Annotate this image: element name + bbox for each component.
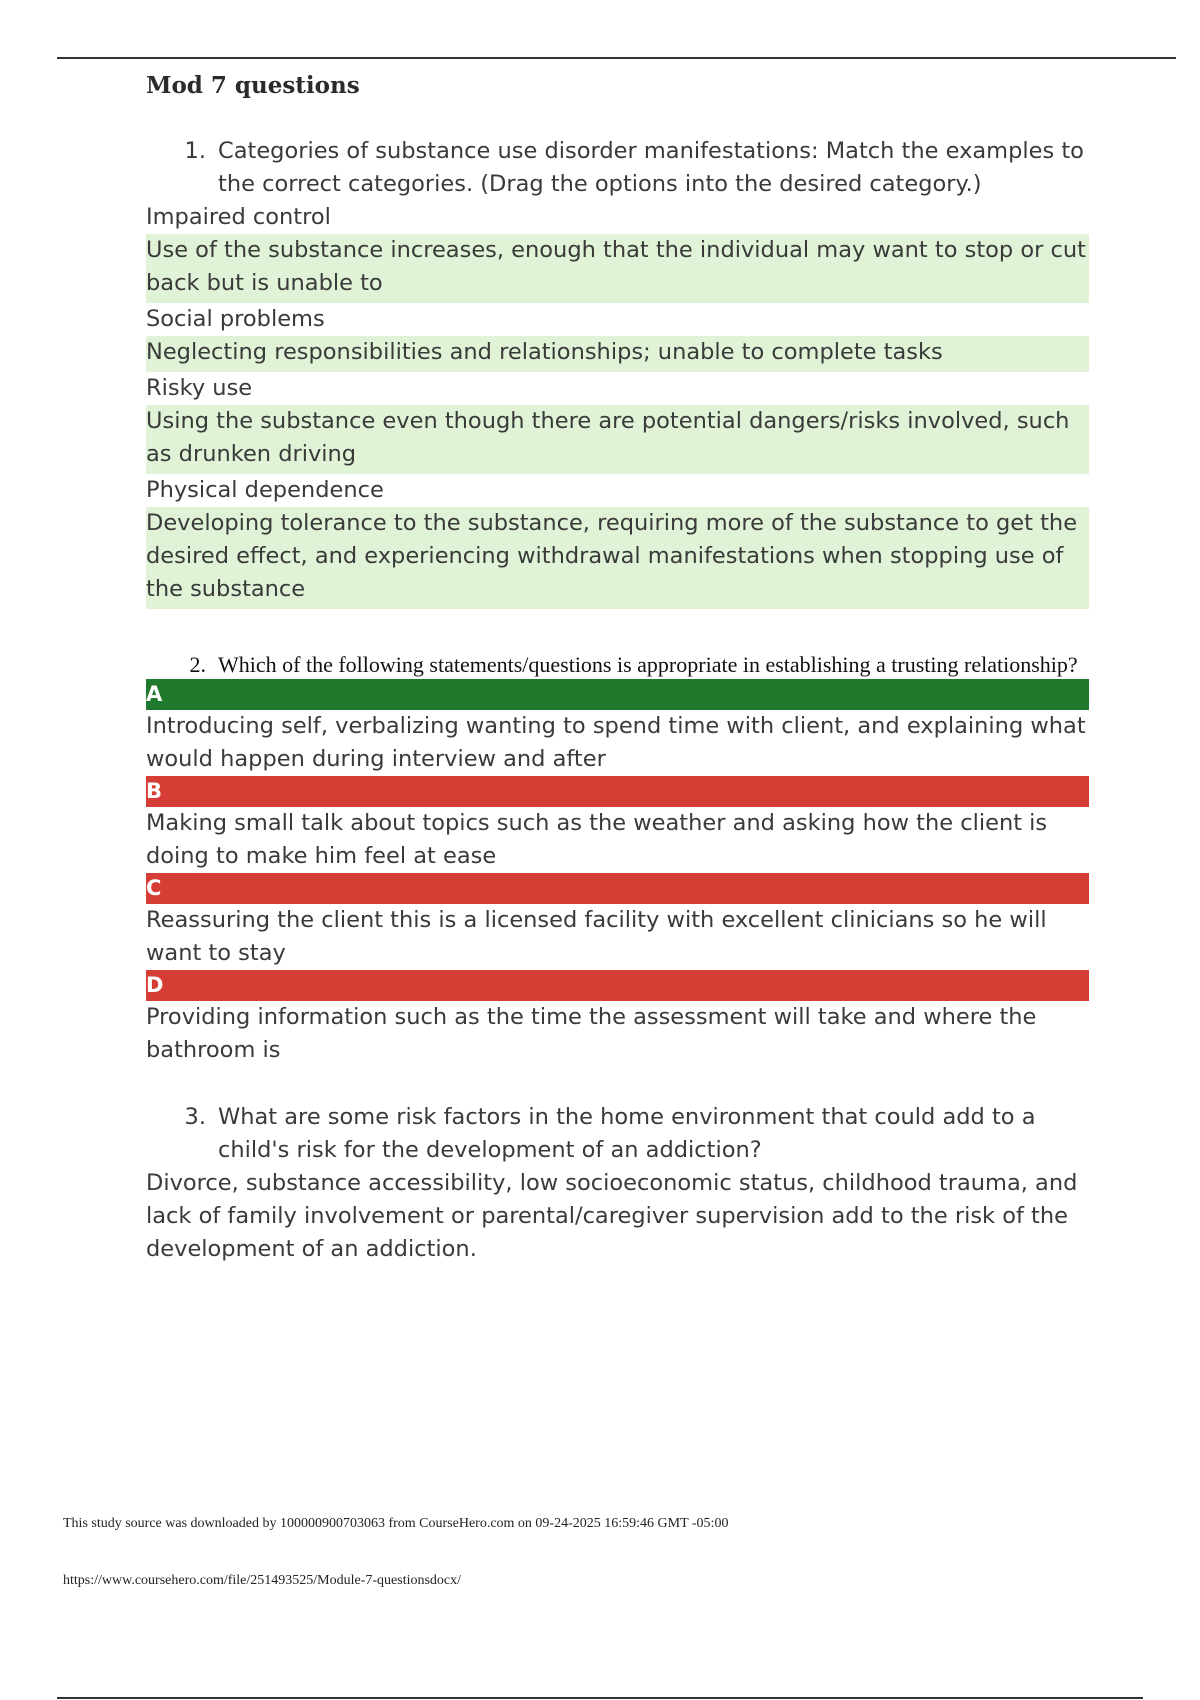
question-3-text: What are some risk factors in the home environment that could add to a child's risk for the development of an addiction? <box>218 1104 1036 1163</box>
option-d-bar: D <box>146 970 1089 1001</box>
question-2-number: 2. <box>189 652 206 677</box>
option-b-bar: B <box>146 776 1089 807</box>
question-2 <box>146 651 1089 679</box>
option-a-text: Introducing self, verbalizing wanting to spend time with client, and explaining what would happen during interview and after <box>146 713 1086 772</box>
question-3 <box>146 1101 1089 1167</box>
download-source-note: This study source was downloaded by 100000900703063 from CourseHero.com on 09-24-2025 16:59:46 GMT -05:00 <box>63 1516 729 1531</box>
option-c-bar: C <box>146 873 1089 904</box>
category-label: Physical dependence <box>146 477 384 503</box>
q1-categories <box>146 201 1089 609</box>
question-1-text: Categories of substance use disorder manifestations: Match the examples to the correct categories. (Drag the options into the desired category.) <box>218 138 1084 197</box>
question-1-number: 1. <box>184 138 206 164</box>
top-rule <box>57 57 1176 59</box>
category-label: Social problems <box>146 306 325 332</box>
document-body <box>146 66 1089 1266</box>
q2-options <box>146 679 1089 1067</box>
option-a-bar: A <box>146 679 1089 710</box>
question-2-text: Which of the following statements/questions is appropriate in establishing a trusting relationship? <box>218 652 1078 677</box>
bottom-rule <box>57 1697 1143 1699</box>
source-url-link[interactable]: https://www.coursehero.com/file/251493525/Module-7-questionsdocx/ <box>63 1573 462 1588</box>
question-1 <box>146 135 1089 201</box>
option-b-text: Making small talk about topics such as the weather and asking how the client is doing to make him feel at ease <box>146 810 1048 869</box>
option-c-text: Reassuring the client this is a licensed facility with excellent clinicians so he will want to stay <box>146 907 1047 966</box>
question-3-answer: Divorce, substance accessibility, low socioeconomic status, childhood trauma, and lack of family involvement or parental/caregiver supervision add to the risk of the development of an addiction. <box>146 1170 1078 1262</box>
category-label: Risky use <box>146 375 253 401</box>
category-answer: Use of the substance increases, enough that the individual may want to stop or cut back but is unable to <box>146 234 1089 303</box>
category-answer: Using the substance even though there are potential dangers/risks involved, such as drunken driving <box>146 405 1089 474</box>
category-answer: Developing tolerance to the substance, requiring more of the substance to get the desired effect, and experiencing withdrawal manifestations when stopping use of the substance <box>146 507 1089 609</box>
option-d-text: Providing information such as the time the assessment will take and where the bathroom is <box>146 1004 1037 1063</box>
document-title: Mod 7 questions <box>146 72 360 99</box>
category-label: Impaired control <box>146 204 331 230</box>
question-3-number: 3. <box>184 1104 206 1130</box>
category-answer: Neglecting responsibilities and relationships; unable to complete tasks <box>146 336 1089 372</box>
